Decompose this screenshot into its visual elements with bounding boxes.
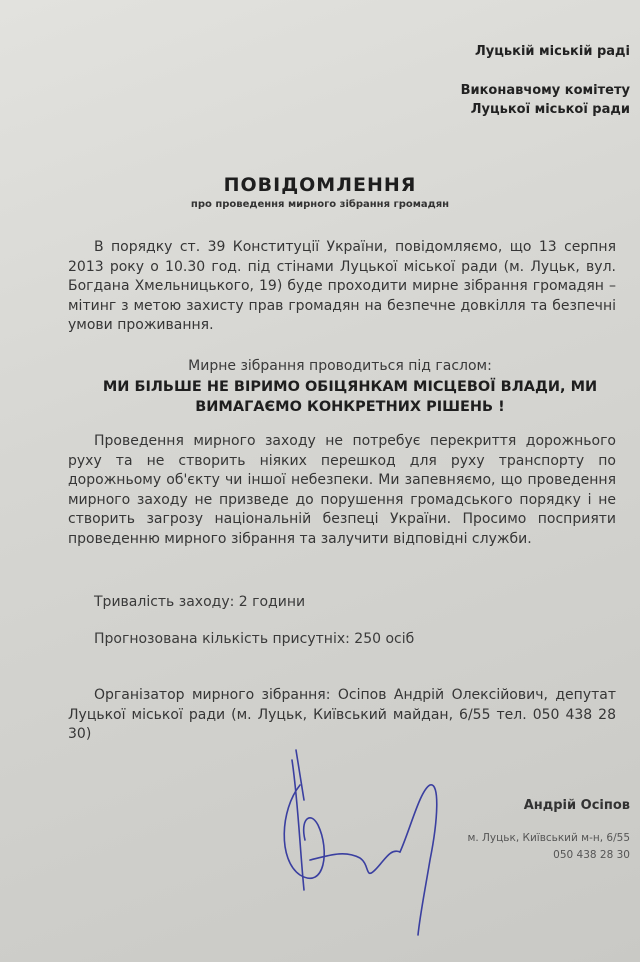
document-title: ПОВІДОМЛЕННЯ <box>223 174 417 196</box>
handwritten-signature <box>270 740 470 940</box>
signatory-name: Андрій Осіпов <box>523 798 630 813</box>
document-subtitle: про проведення мирного зібрання громадян <box>190 199 450 210</box>
addressee-committee: Виконавчому комітету <box>460 83 630 98</box>
organizer: Організатор мирного зібрання: Осіпов Андрій Олексійович, депутат Луцької міської ради (м. Луцьк, Київський майдан, 6/55 тел. 050 438 28 30) <box>68 687 616 742</box>
slogan: МИ БІЛЬШЕ НЕ ВІРИМО ОБІЦЯНКАМ МІСЦЕВОЇ ВЛАДИ, МИ ВИМАГАЄМО КОНКРЕТНИХ РІШЕНЬ ! <box>102 379 598 415</box>
addressee-council: Луцькій міській раді <box>475 44 630 59</box>
duration: Тривалість заходу: 2 години <box>94 594 306 610</box>
attendance: Прогнозована кількість присутніх: 250 осіб <box>94 631 415 647</box>
signatory-address: м. Луцьк, Київський м-н, 6/55 <box>467 832 630 844</box>
slogan-intro: Мирне зібрання проводиться під гаслом: <box>188 358 492 374</box>
addressee-committee-of: Луцької міської ради <box>470 102 630 117</box>
paragraph-notice: В порядку ст. 39 Конституції України, повідомляємо, що 13 серпня 2013 року о 10.30 год. під стінами Луцької міської ради (м. Луцьк, вул. Богдана Хмельницького, 19) буде проходити мирне зібрання громадян – мітинг з метою захисту прав громадян на безпечне довкілля та безпечні умови проживання. <box>68 239 616 333</box>
signatory-contact <box>467 830 630 864</box>
signatory-phone: 050 438 28 30 <box>553 849 630 861</box>
paragraph-assurance: Проведення мирного заходу не потребує перекриття дорожнього руху та не створить ніяких перешкод для руху транспорту по дорожньому об'єкту чи іншої небезпеки. Ми запевняємо, що проведення мирного заходу не призведе до порушення громадського порядку і не створить загрозу національній безпеці України. Просимо посприяти проведенню мирного зібрання та залучити відповідні служби. <box>68 433 616 547</box>
